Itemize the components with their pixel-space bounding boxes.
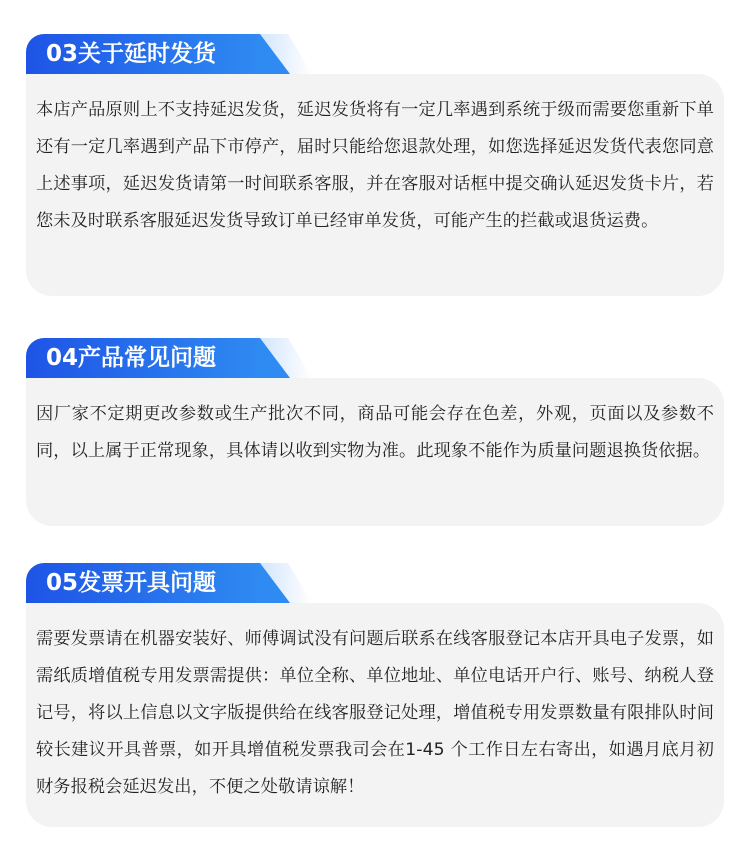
section-invoice [26,563,724,827]
section-title: 04产品常见问题 [46,345,217,371]
section-card [26,378,724,526]
section-title-tab [26,338,260,378]
section-body-text: 需要发票请在机器安装好、师傅调试没有问题后联系在线客服登记本店开具电子发票，如需纸质增值税专用发票需提供：单位全称、单位地址、单位电话开户行、账号、纳税人登记号，将以上信息以文字版提供给在线客服登记处理，增值税专用发票数量有限排队时间较长建议开具普票，如开具增值税发票我司会在1-45 个工作日左右寄出，如遇月底月初财务报税会延迟发出，不便之处敬请谅解！ [36,629,714,797]
section-body-text: 本店产品原则上不支持延迟发货，延迟发货将有一定几率遇到系统于级而需要您重新下单还有一定几率遇到产品下市停产，届时只能给您退款处理，如您选择延迟发货代表您同意上述事项，延迟发货请第一时间联系客服，并在客服对话框中提交确认延迟发货卡片，若您未及时联系客服延迟发货导致订单已经审单发货，可能产生的拦截或退货运费。 [36,100,714,231]
section-card [26,74,724,296]
section-product-faq [26,338,724,526]
section-body-text: 因厂家不定期更改参数或生产批次不同，商品可能会存在色差，外观，页面以及参数不同，以上属于正常现象，具体请以收到实物为准。此现象不能作为质量问题退换货依据。 [36,404,714,461]
section-title: 03关于延时发货 [46,41,217,67]
section-delayed-shipping [26,34,724,296]
section-card [26,603,724,827]
section-title: 05发票开具问题 [46,570,217,596]
section-title-tab [26,34,260,74]
section-title-tab [26,563,260,603]
